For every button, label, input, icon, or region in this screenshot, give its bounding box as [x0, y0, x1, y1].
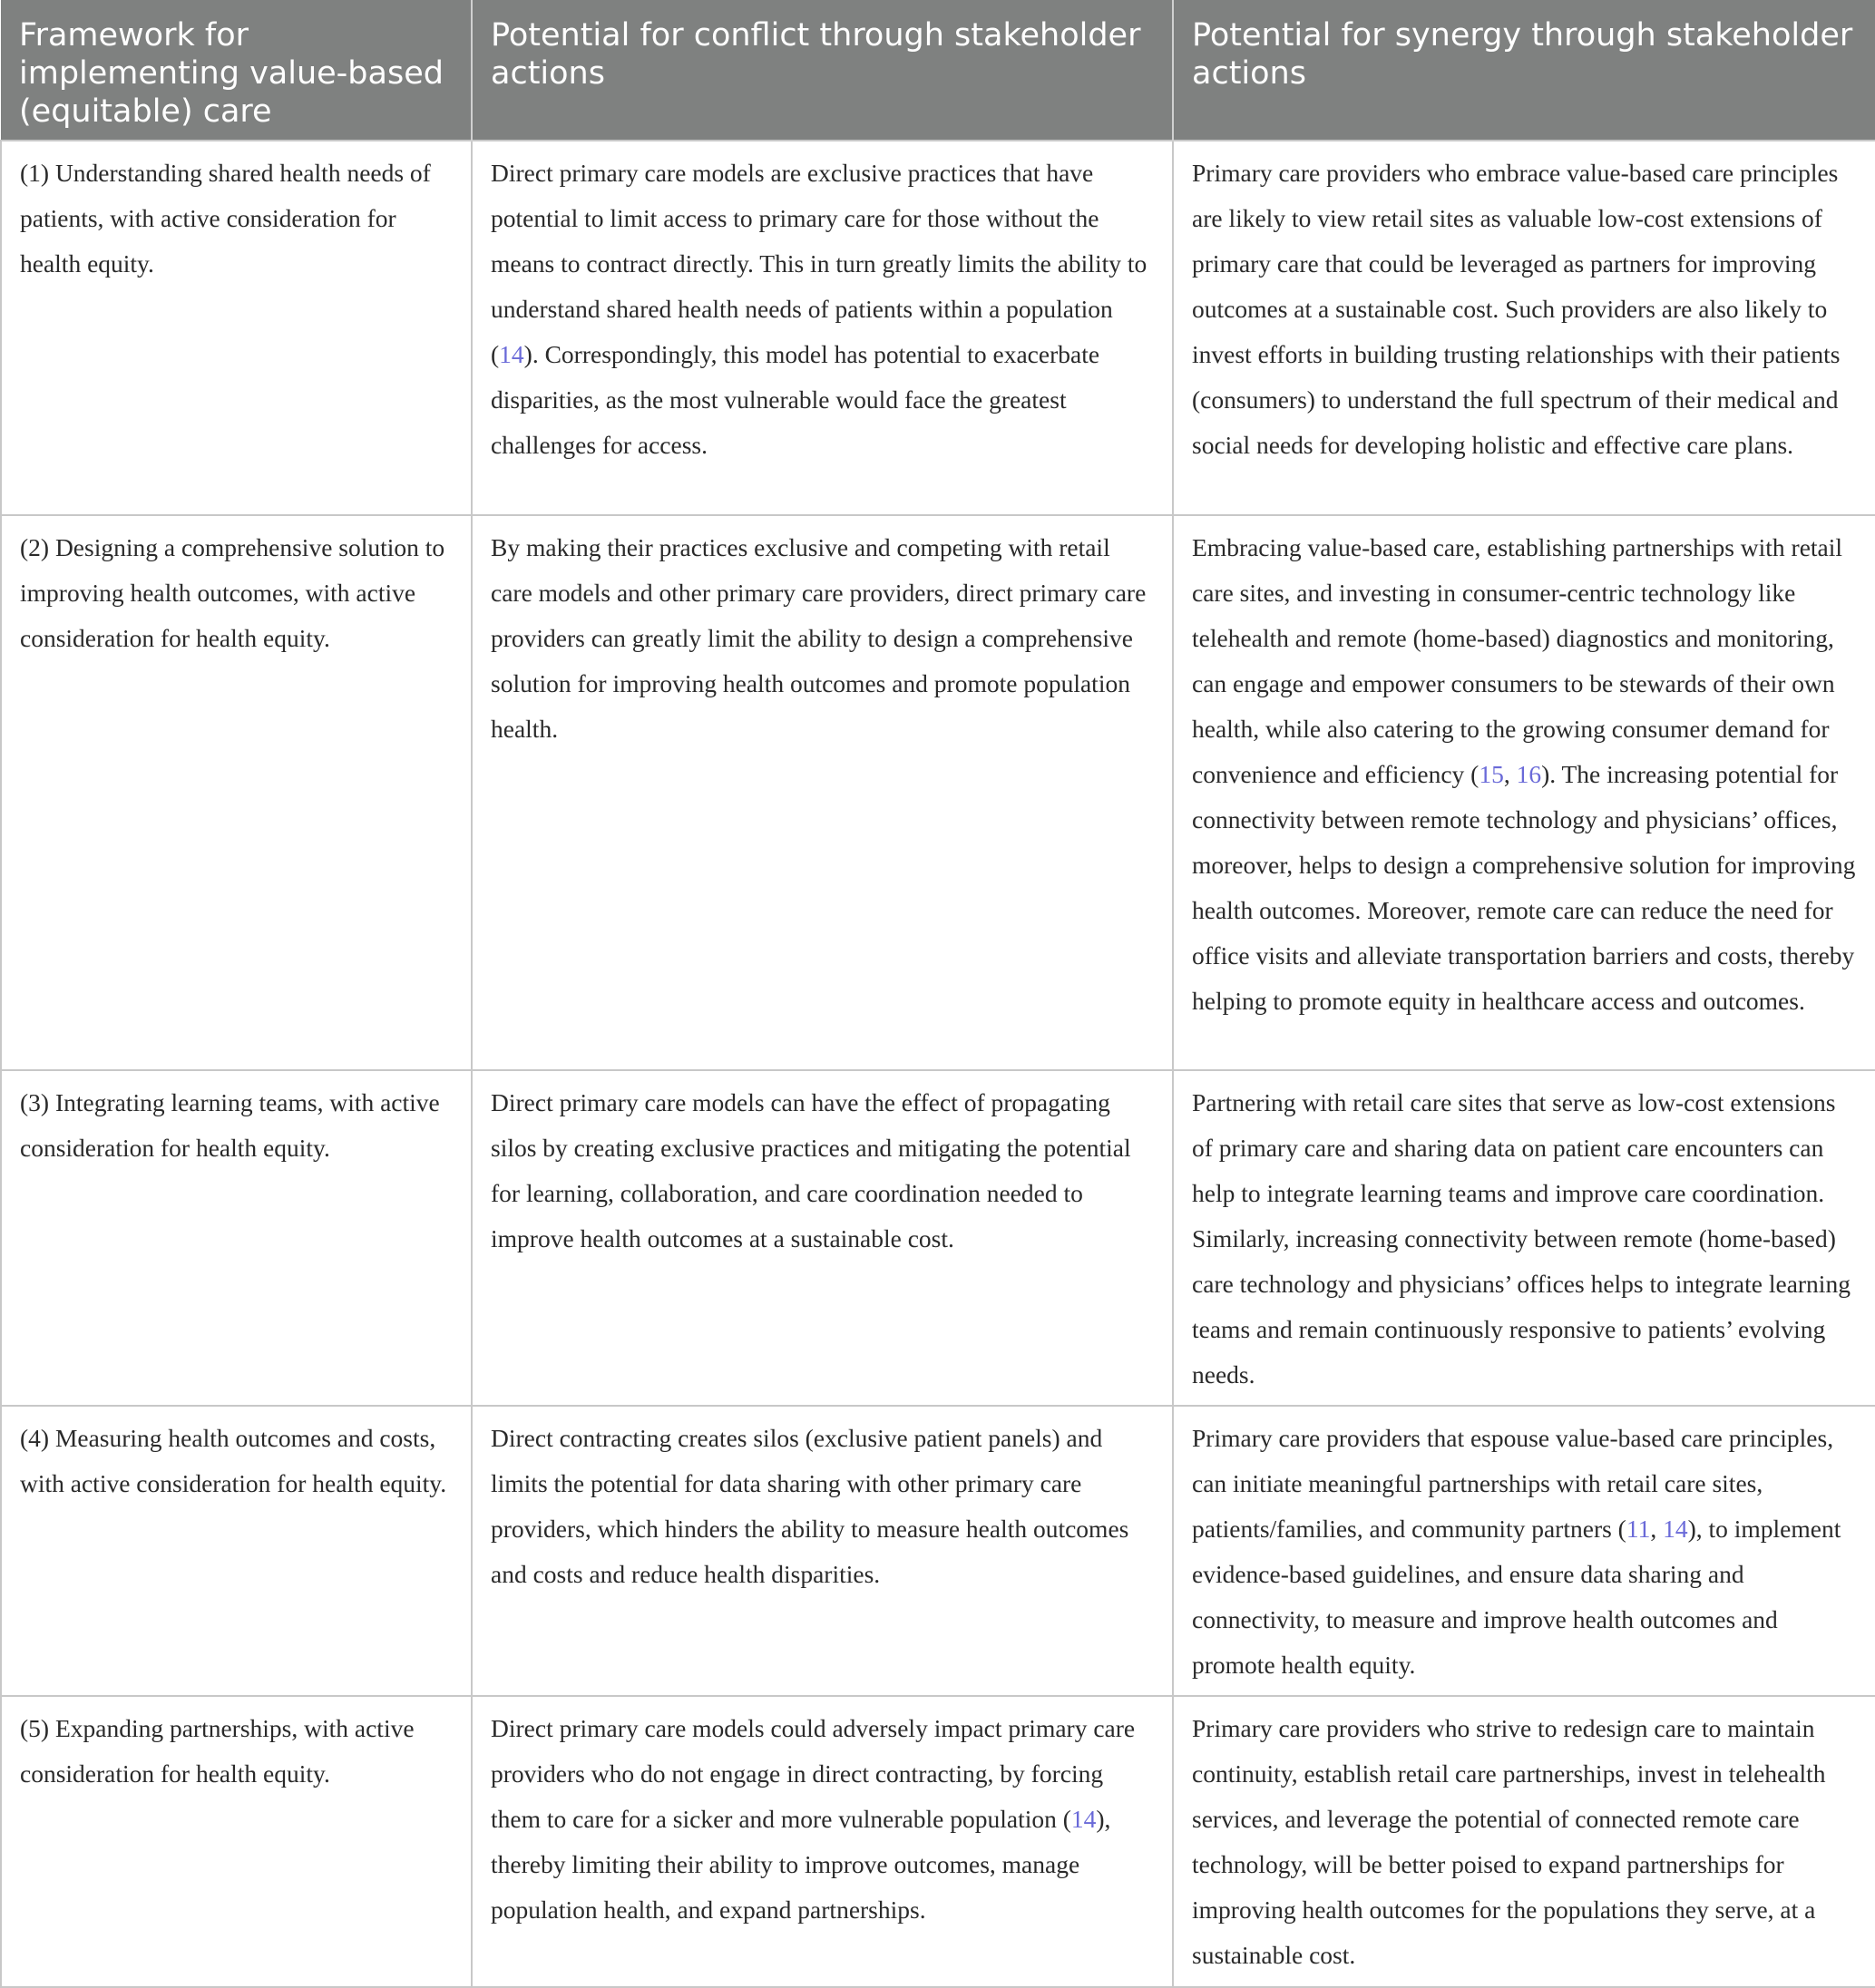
framework-cell: (5) Expanding partnerships, with active consideration for health equity. [1, 1696, 472, 1987]
header-conflict: Potential for conflict through stakeholder actions [472, 0, 1173, 141]
table-row [1, 1070, 1875, 1406]
synergy-text: ), to implement evidence-based guidelines, and ensure data sharing and connectivity, to measure and improve health outcomes and promote health equity. [1192, 1515, 1841, 1679]
table-row [1, 1696, 1875, 1987]
conflict-text: Direct primary care models could adversely impact primary care providers who do not engage in direct contracting, by forcing them to care for a sicker and more vulnerable population ( [491, 1714, 1136, 1833]
conflict-text: ). Correspondingly, this model has potential to exacerbate disparities, as the most vulnerable would face the greatest challenges for access. [491, 340, 1100, 459]
synergy-cell [1173, 141, 1875, 515]
reference-link[interactable]: 14 [1663, 1515, 1688, 1543]
reference-link[interactable]: 14 [499, 340, 524, 368]
conflict-cell [472, 515, 1173, 1070]
reference-separator: , [1650, 1515, 1664, 1543]
header-framework: Framework for implementing value-based (equitable) care [1, 0, 472, 141]
table-header-row [1, 0, 1875, 141]
conflict-text: ), thereby limiting their ability to improve outcomes, manage population health, and expand partnerships. [491, 1805, 1111, 1924]
conflict-text: By making their practices exclusive and competing with retail care models and other primary care providers, direct primary care providers can greatly limit the ability to design a comprehensive solution for improving health outcomes and promote population health. [491, 533, 1147, 743]
table-row [1, 1406, 1875, 1696]
reference-link[interactable]: 15 [1479, 760, 1504, 788]
synergy-cell [1173, 1070, 1875, 1406]
header-synergy: Potential for synergy through stakeholder actions [1173, 0, 1875, 141]
synergy-cell [1173, 1696, 1875, 1987]
synergy-text: Partnering with retail care sites that serve as low-cost extensions of primary care and sharing data on patient care encounters can help to integrate learning teams and improve care coordination. Similarly, increasing connectivity between remote (home-based) care technology and physicians’ offices helps to integrate learning teams and remain continuously responsive to patients’ evolving needs. [1192, 1088, 1851, 1389]
synergy-text: ). The increasing potential for connectivity between remote technology and physicians’ offices, moreover, helps to design a comprehensive solution for improving health outcomes. Moreover, remote care can reduce the need for office visits and alleviate transportation barriers and costs, thereby helping to promote equity in healthcare access and outcomes. [1192, 760, 1856, 1015]
conflict-cell [472, 1070, 1173, 1406]
framework-cell: (1) Understanding shared health needs of patients, with active consideration for health equity. [1, 141, 472, 515]
conflict-text: Direct primary care models are exclusive practices that have potential to limit access to primary care for those without the means to contract directly. This in turn greatly limits the ability to understand shared health needs of patients within a population ( [491, 159, 1147, 368]
framework-cell: (3) Integrating learning teams, with active consideration for health equity. [1, 1070, 472, 1406]
reference-link[interactable]: 14 [1070, 1805, 1097, 1833]
framework-cell: (4) Measuring health outcomes and costs, with active consideration for health equity. [1, 1406, 472, 1696]
synergy-text: Primary care providers who embrace value-based care principles are likely to view retail sites as valuable low-cost extensions of primary care that could be leveraged as partners for improving outcomes at a sustainable cost. Such providers are also likely to invest efforts in building trusting relationships with their patients (consumers) to understand the full spectrum of their medical and social needs for developing holistic and effective care plans. [1192, 159, 1841, 459]
synergy-cell [1173, 1406, 1875, 1696]
conflict-cell [472, 1406, 1173, 1696]
synergy-text: Primary care providers who strive to redesign care to maintain continuity, establish retail care partnerships, invest in telehealth services, and leverage the potential of connected remote care technology, will be better poised to expand partnerships for improving health outcomes for the populations they serve, at a sustainable cost. [1192, 1714, 1826, 1969]
framework-cell: (2) Designing a comprehensive solution to improving health outcomes, with active consideration for health equity. [1, 515, 472, 1070]
table-row [1, 141, 1875, 515]
synergy-text: Embracing value-based care, establishing partnerships with retail care sites, and investing in consumer-centric technology like telehealth and remote (home-based) diagnostics and monitoring, can engage and empower consumers to be stewards of their own health, while also catering to the growing consumer demand for convenience and efficiency ( [1192, 533, 1843, 788]
conflict-text: Direct primary care models can have the effect of propagating silos by creating exclusive practices and mitigating the potential for learning, collaboration, and care coordination needed to improve health outcomes at a sustainable cost. [491, 1088, 1131, 1252]
synergy-text: Primary care providers that espouse value-based care principles, can initiate meaningful partnerships with retail care sites, patients/families, and community partners ( [1192, 1424, 1834, 1543]
table-row [1, 515, 1875, 1070]
conflict-cell [472, 1696, 1173, 1987]
synergy-cell [1173, 515, 1875, 1070]
reference-separator: , [1503, 760, 1517, 788]
reference-link[interactable]: 16 [1516, 760, 1542, 788]
conflict-text: Direct contracting creates silos (exclusive patient panels) and limits the potential for data sharing with other primary care providers, which hinders the ability to measure health outcomes and costs and reduce health disparities. [491, 1424, 1129, 1588]
reference-link[interactable]: 11 [1626, 1515, 1651, 1543]
conflict-cell [472, 141, 1173, 515]
